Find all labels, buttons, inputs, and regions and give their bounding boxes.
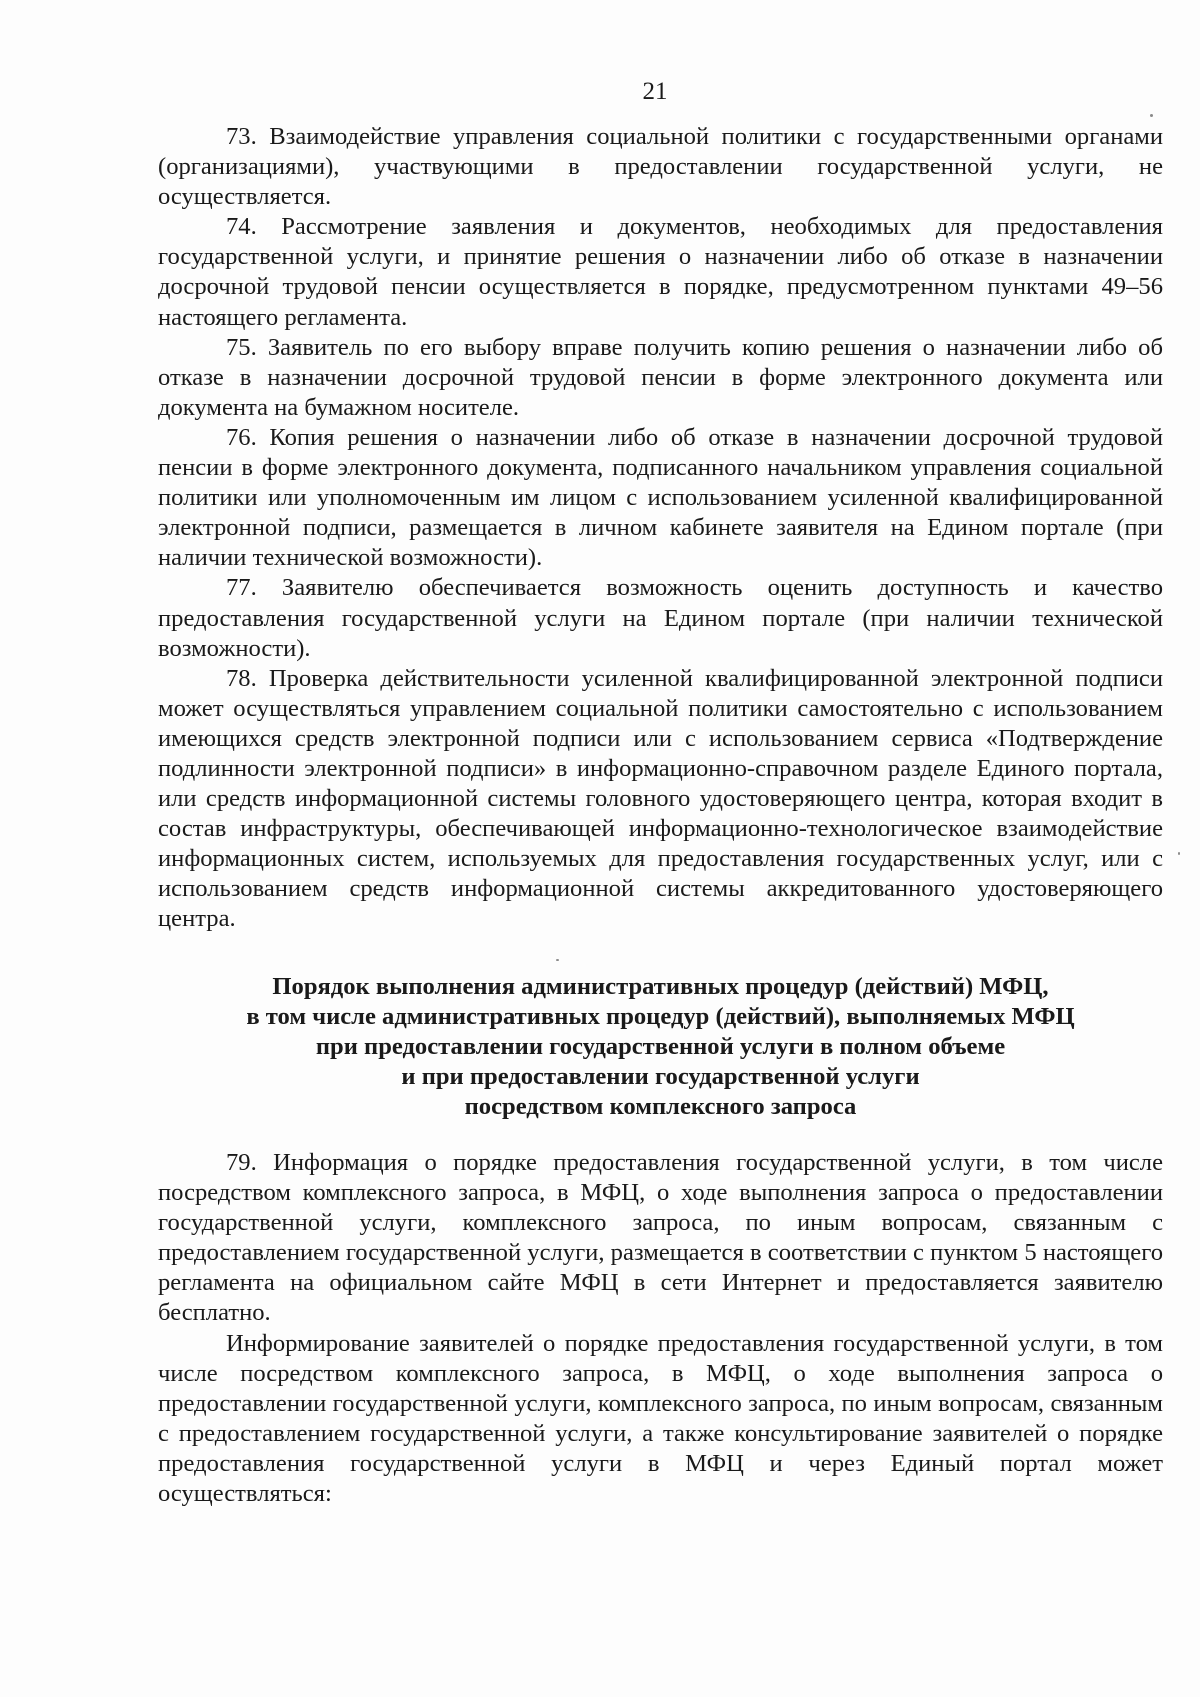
heading-line: и при предоставлении государственной услуги [401, 1063, 920, 1090]
paragraph-75: 75. Заявитель по его выбору вправе получить копию решения о назначении либо об отказе в назначении досрочной трудовой пенсии в форме электронного документа или документа на бумажном носителе. [158, 333, 1163, 421]
scan-speck [1150, 114, 1153, 117]
paragraph-78: 78. Проверка действительности усиленной квалифицированной электронной подписи может осуществляться управлением социальной политики самостоятельно с использованием имеющихся средств электронной подписи или с использованием сервиса «Подтверждение подлинности электронной подписи» в информационно-справочном разделе Единого портала, или средств информационной системы головного удостоверяющего центра, которая входит в состав инфраструктуры, обеспечивающей информационно-технологическое взаимодействие информационных систем, используемых для предоставления государственных услуг, или с использованием средств информационной системы аккредитованного удостоверяющего центра. [158, 664, 1163, 933]
section-heading [158, 972, 1163, 1122]
paragraph-77: 77. Заявителю обеспечивается возможность оценить доступность и качество предоставления государственной услуги на Едином портале (при наличии технической возможности). [158, 574, 1163, 662]
heading-line: Порядок выполнения административных процедур (действий) МФЦ, [272, 973, 1049, 1000]
heading-line: в том числе административных процедур (действий), выполняемых МФЦ [246, 1003, 1075, 1030]
page-number: 21 [642, 78, 668, 105]
body-text-bottom [158, 1148, 1163, 1509]
paragraph-76: 76. Копия решения о назначении либо об отказе в назначении досрочной трудовой пенсии в форме электронного документа, подписанного начальником управления социальной политики или уполномоченным им лицом с использованием усиленной квалифицированной электронной подписи, размещается в личном кабинете заявителя на Едином портале (при наличии технической возможности). [158, 423, 1163, 572]
body-text-top [158, 122, 1163, 935]
heading-line: при предоставлении государственной услуги в полном объеме [315, 1033, 1006, 1060]
heading-line: посредством комплексного запроса [464, 1093, 857, 1120]
scan-speck [556, 959, 559, 961]
paragraph-79: 79. Информация о порядке предоставления государственной услуги, в том числе посредством комплексного запроса, в МФЦ, о ходе выполнения запроса о предоставлении государственной услуги, комплексного запроса, по иным вопросам, связанным с предоставлением государственной услуги, размещается в соответствии с пунктом 5 настоящего регламента на официальном сайте МФЦ в сети Интернет и предоставляется заявителю бесплатно. [158, 1149, 1163, 1327]
paragraph-74: 74. Рассмотрение заявления и документов, необходимых для предоставления государственной услуги, и принятие решения о назначении либо об отказе в назначении досрочной трудовой пенсии осуществляется в порядке, предусмотренном пунктами 49–56 настоящего регламента. [158, 213, 1163, 331]
paragraph-73: 73. Взаимодействие управления социальной политики с государственными органами (организациями), участвующими в предоставлении государственной услуги, не осуществляется. [158, 123, 1163, 211]
paragraph-informing: Информирование заявителей о порядке предоставления государственной услуги, в том числе посредством комплексного запроса, в МФЦ, о ходе выполнения запроса о предоставлении государственной услуги, комплексного запроса, по иным вопросам, связанным с предоставлением государственной услуги, а также консультирование заявителей о порядке предоставления государственной услуги в МФЦ и через Единый портал может осуществляться: [158, 1329, 1163, 1508]
scan-speck [1178, 852, 1180, 855]
